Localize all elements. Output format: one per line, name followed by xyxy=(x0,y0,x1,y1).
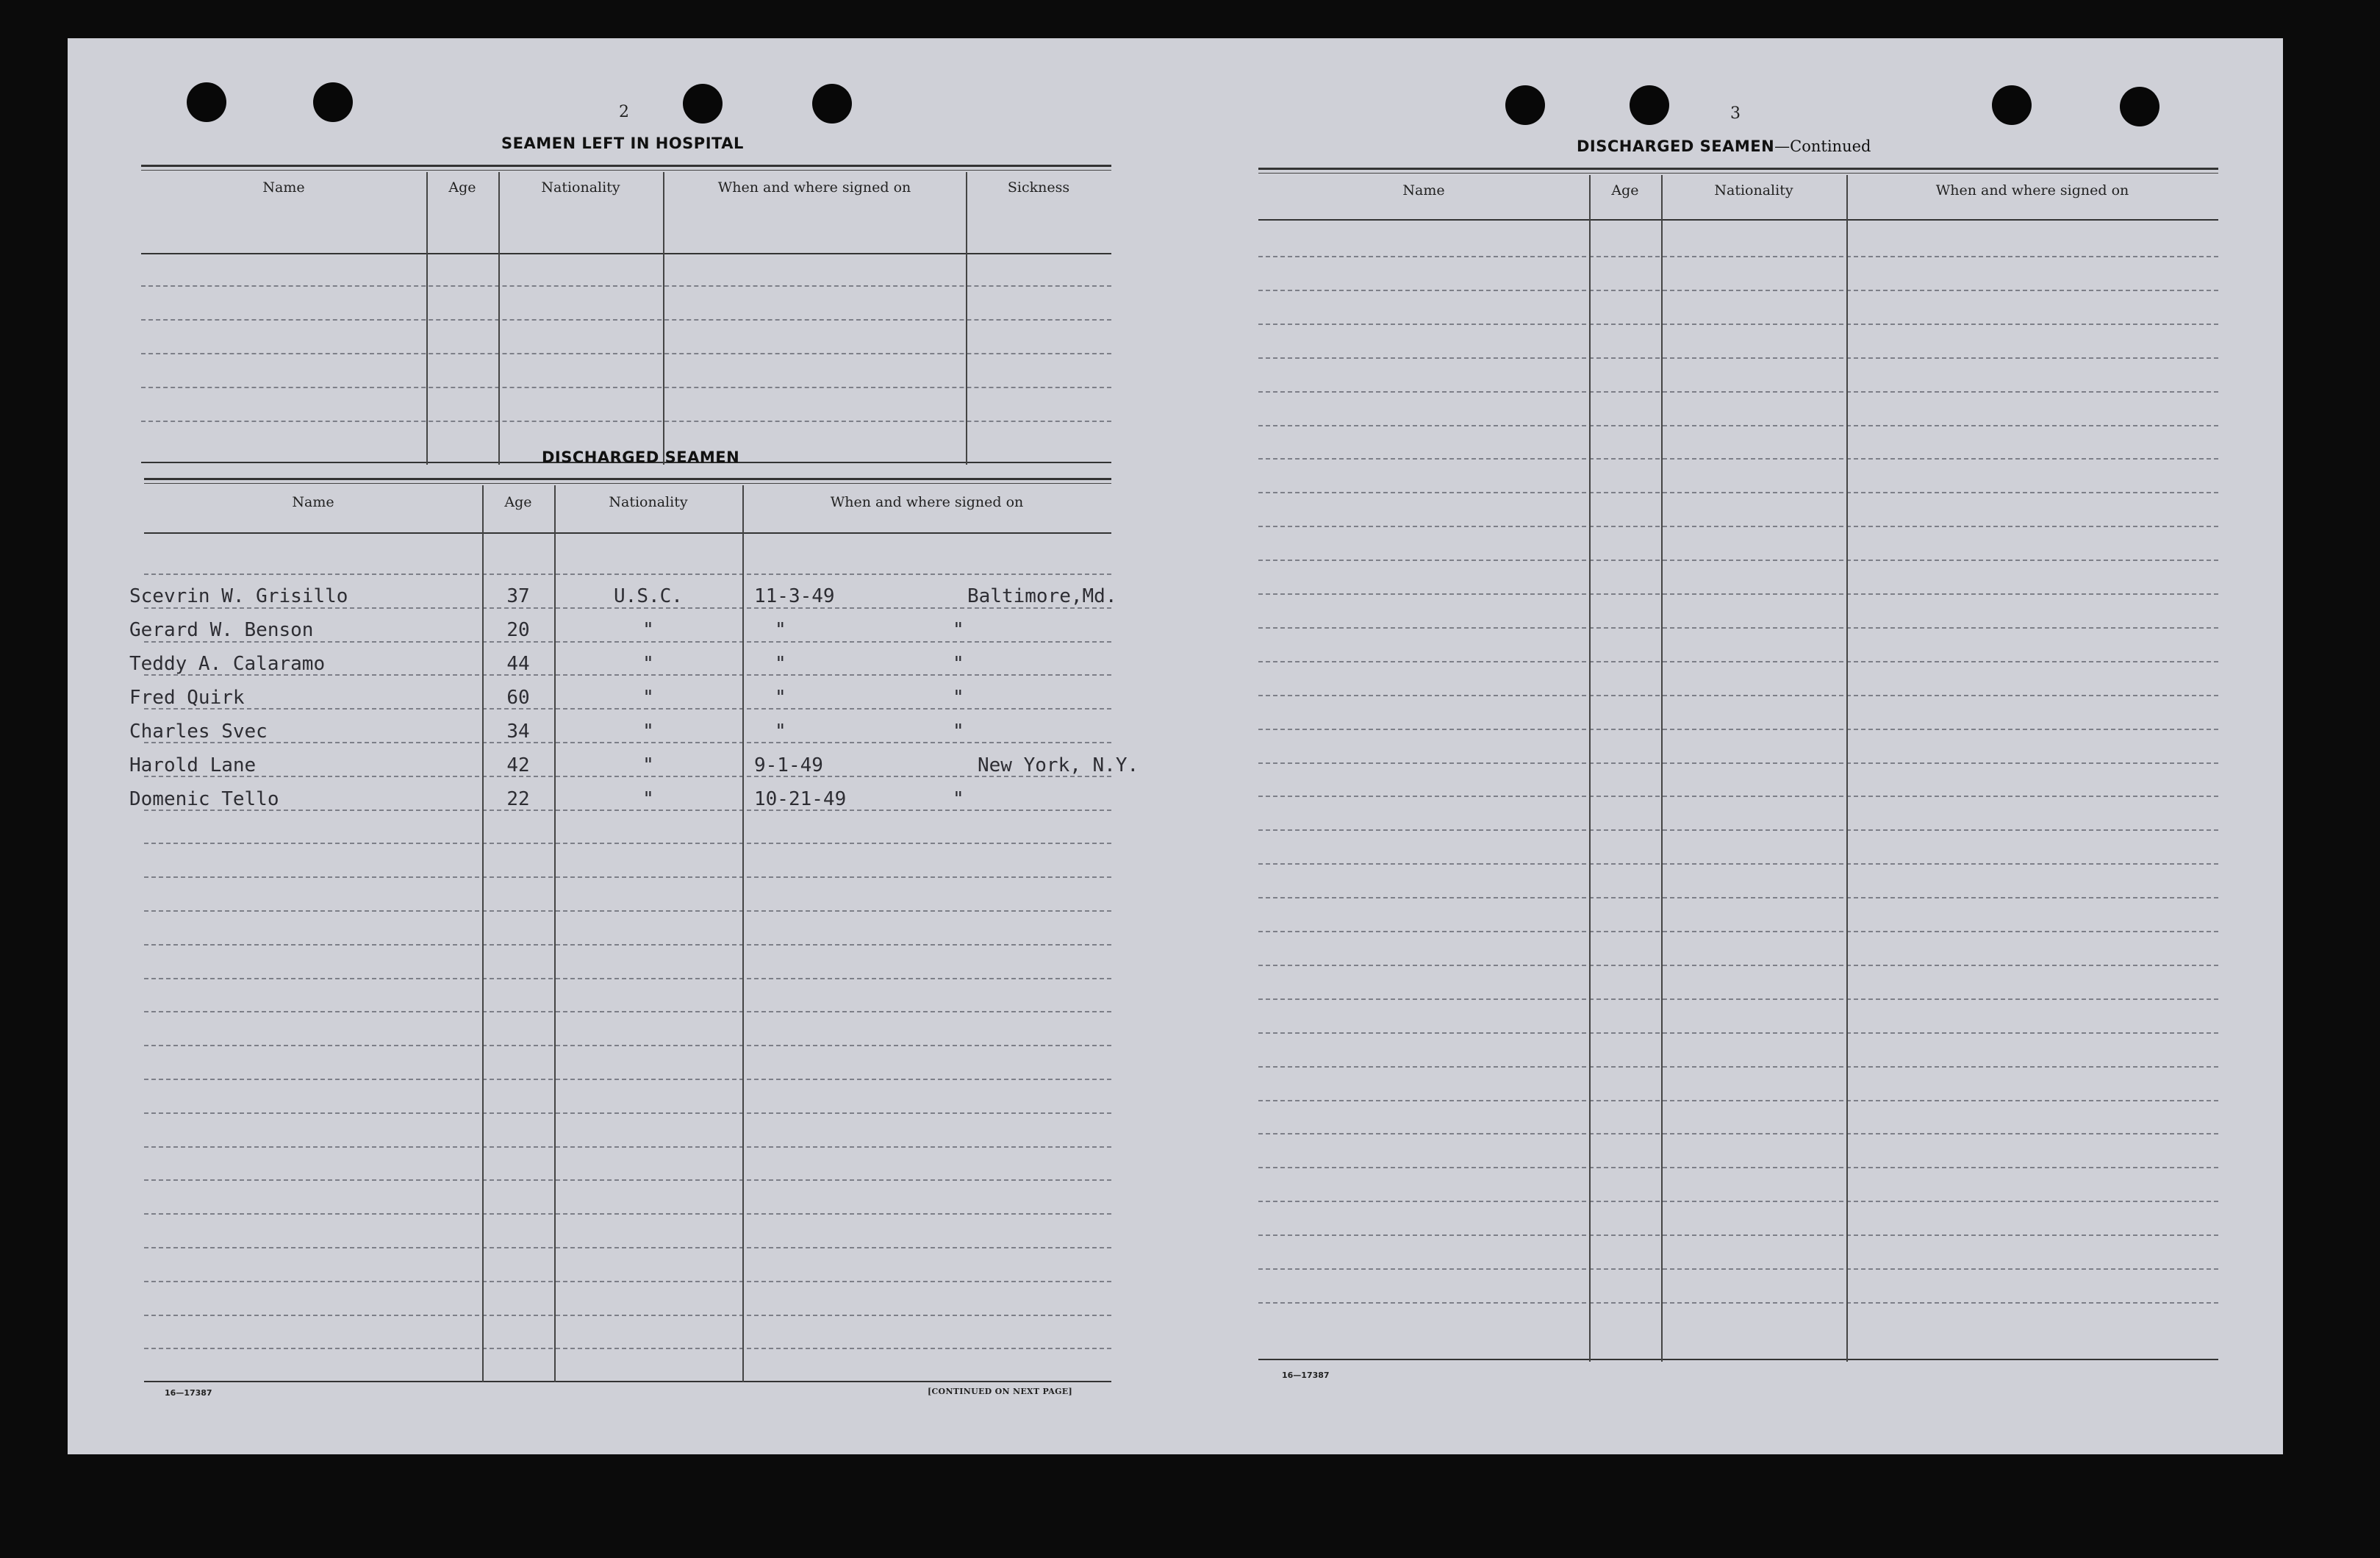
discharged-row-date: 11-3-49 xyxy=(754,585,835,607)
punch-hole xyxy=(683,84,723,124)
discharged-row-age: 44 xyxy=(506,653,530,675)
column-divider xyxy=(1846,175,1848,1362)
discharged-row-place: " xyxy=(953,653,964,675)
row-rule xyxy=(1258,1100,2218,1101)
header-rule xyxy=(144,532,1111,534)
row-rule xyxy=(1258,458,2218,460)
discharged-row-place: " xyxy=(953,788,964,810)
column-divider xyxy=(1589,175,1591,1362)
discharged-section-title: DISCHARGED SEAMEN xyxy=(542,449,740,466)
table-bottom-rule xyxy=(1258,1359,2218,1360)
discharged-row-nationality: " xyxy=(642,721,654,743)
discharged-row-place: " xyxy=(953,687,964,709)
row-rule xyxy=(144,1045,1111,1046)
right-section-title xyxy=(1577,137,1871,155)
column-divider xyxy=(742,485,744,1382)
discharged-row-name: Teddy A. Calaramo xyxy=(129,653,326,675)
hospital-table xyxy=(141,165,1111,466)
continued-note: [CONTINUED ON NEXT PAGE] xyxy=(928,1387,1072,1396)
row-rule xyxy=(1258,998,2218,1000)
row-rule xyxy=(1258,357,2218,359)
row-rule xyxy=(1258,1268,2218,1270)
row-rule xyxy=(144,1315,1111,1316)
discharged-row-date: 10-21-49 xyxy=(754,788,847,810)
discharged-row-place: " xyxy=(953,721,964,743)
row-rule xyxy=(144,573,1111,575)
row-rule xyxy=(1258,1167,2218,1168)
col-header-signed-on: When and where signed on xyxy=(830,494,1024,510)
hospital-section-title: SEAMEN LEFT IN HOSPITAL xyxy=(501,135,744,152)
punch-hole xyxy=(1630,85,1669,125)
table-top-rule xyxy=(141,165,1111,171)
discharged-row-nationality: " xyxy=(642,653,654,675)
row-rule xyxy=(144,1348,1111,1349)
row-rule xyxy=(144,1112,1111,1114)
col-header-age: Age xyxy=(448,179,476,196)
col-header-nationality: Nationality xyxy=(541,179,620,196)
discharged-row-name: Charles Svec xyxy=(129,721,268,743)
row-rule xyxy=(1258,560,2218,561)
discharged-row-nationality: " xyxy=(642,754,654,776)
row-rule xyxy=(1258,762,2218,764)
form-code: 16—17387 xyxy=(165,1388,212,1398)
discharged-table xyxy=(129,478,1139,1390)
row-rule xyxy=(1258,425,2218,426)
row-rule xyxy=(1258,492,2218,493)
discharged-row-age: 42 xyxy=(506,754,530,776)
row-rule xyxy=(144,1079,1111,1080)
col-header-name: Name xyxy=(1402,182,1445,199)
row-rule xyxy=(1258,1032,2218,1034)
form-sheet xyxy=(68,38,2283,1454)
column-divider xyxy=(663,172,664,465)
row-rule xyxy=(1258,796,2218,797)
col-header-age: Age xyxy=(1611,182,1639,199)
punch-hole xyxy=(2120,87,2159,126)
row-rule xyxy=(144,876,1111,878)
row-rule xyxy=(1258,391,2218,393)
row-rule xyxy=(144,607,1111,609)
row-rule xyxy=(1258,695,2218,696)
discharged-continued-table xyxy=(1258,168,2218,1366)
column-divider xyxy=(426,172,428,465)
punch-hole xyxy=(1992,85,2032,125)
discharged-row-nationality: " xyxy=(642,687,654,709)
punch-hole xyxy=(187,82,226,122)
discharged-row-age: 37 xyxy=(506,585,530,607)
header-rule xyxy=(1258,219,2218,221)
punch-hole xyxy=(1505,85,1545,125)
discharged-row-nationality: " xyxy=(642,619,654,641)
discharged-row-nationality: U.S.C. xyxy=(614,585,683,607)
form-code: 16—17387 xyxy=(1282,1371,1330,1380)
row-rule xyxy=(144,843,1111,844)
discharged-row-age: 34 xyxy=(506,721,530,743)
discharged-row-date: 9-1-49 xyxy=(754,754,823,776)
discharged-row-name: Scevrin W. Grisillo xyxy=(129,585,348,607)
discharged-row-name: Domenic Tello xyxy=(129,788,279,810)
row-rule xyxy=(1258,1066,2218,1068)
discharged-row-age: 20 xyxy=(506,619,530,641)
right-page-number: 3 xyxy=(1730,104,1741,123)
column-divider xyxy=(1661,175,1663,1362)
row-rule xyxy=(144,1247,1111,1248)
right-title-text: DISCHARGED SEAMEN xyxy=(1577,137,1775,155)
col-header-name: Name xyxy=(292,494,334,510)
row-rule xyxy=(1258,324,2218,325)
column-divider xyxy=(966,172,967,465)
row-rule xyxy=(144,910,1111,912)
col-header-nationality: Nationality xyxy=(609,494,688,510)
col-header-nationality: Nationality xyxy=(1714,182,1793,199)
right-title-suffix: —Continued xyxy=(1774,137,1871,155)
row-rule xyxy=(144,1011,1111,1012)
discharged-row-name: Fred Quirk xyxy=(129,687,245,709)
discharged-row-place: " xyxy=(953,619,964,641)
row-rule xyxy=(1258,863,2218,865)
row-rule xyxy=(1258,1302,2218,1304)
discharged-row-nationality: " xyxy=(642,788,654,810)
table-top-rule xyxy=(1258,168,2218,174)
table-bottom-rule xyxy=(144,1381,1111,1382)
punch-hole xyxy=(812,84,852,124)
punch-hole xyxy=(313,82,353,122)
left-page-number: 2 xyxy=(619,103,629,121)
discharged-row-name: Gerard W. Benson xyxy=(129,619,314,641)
table-top-rule xyxy=(144,478,1111,484)
row-rule xyxy=(1258,1234,2218,1236)
discharged-row-name: Harold Lane xyxy=(129,754,257,776)
discharged-row-age: 60 xyxy=(506,687,530,709)
row-rule xyxy=(1258,931,2218,932)
col-header-name: Name xyxy=(262,179,305,196)
row-rule xyxy=(1258,965,2218,966)
row-rule xyxy=(1258,729,2218,730)
row-rule xyxy=(1258,526,2218,527)
row-rule xyxy=(1258,593,2218,595)
col-header-signed-on: When and where signed on xyxy=(717,179,911,196)
row-rule xyxy=(144,1281,1111,1282)
discharged-row-date: " xyxy=(775,619,786,641)
row-rule xyxy=(1258,897,2218,898)
col-header-sickness: Sickness xyxy=(1007,179,1070,196)
discharged-row-date: " xyxy=(775,687,786,709)
row-rule xyxy=(1258,627,2218,629)
row-rule xyxy=(144,978,1111,979)
col-header-age: Age xyxy=(504,494,532,510)
column-divider xyxy=(498,172,500,465)
row-rule xyxy=(144,1213,1111,1215)
discharged-row-age: 22 xyxy=(506,788,530,810)
discharged-row-date: " xyxy=(775,653,786,675)
row-rule xyxy=(1258,290,2218,291)
col-header-signed-on: When and where signed on xyxy=(1935,182,2129,199)
discharged-row-date: " xyxy=(775,721,786,743)
row-rule xyxy=(1258,1133,2218,1134)
discharged-row-place: New York, N.Y. xyxy=(978,754,1139,776)
row-rule xyxy=(1258,829,2218,831)
row-rule xyxy=(1258,661,2218,662)
row-rule xyxy=(144,944,1111,946)
row-rule xyxy=(1258,256,2218,257)
row-rule xyxy=(1258,1201,2218,1202)
discharged-row-place: Baltimore,Md. xyxy=(967,585,1117,607)
row-rule xyxy=(144,1146,1111,1148)
row-rule xyxy=(144,1179,1111,1181)
